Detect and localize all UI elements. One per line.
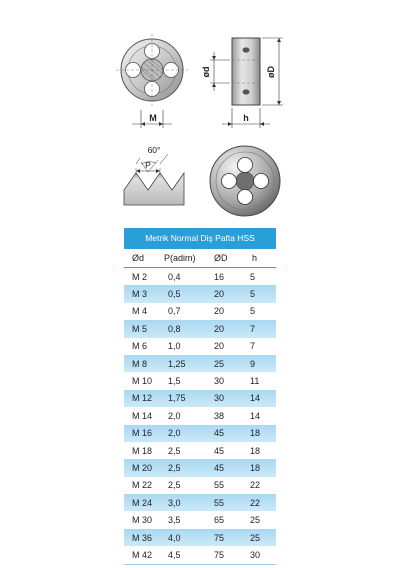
header-cell: h: [248, 249, 276, 268]
table-row: [124, 459, 276, 476]
table-row: [124, 529, 276, 546]
table-cell: 7: [248, 320, 276, 337]
table-cell: 20: [210, 285, 248, 302]
table-cell: M 22: [132, 480, 153, 491]
table-cell: 18: [250, 445, 261, 456]
table-cell: 45: [210, 459, 248, 476]
table-header-row: [124, 249, 276, 268]
table-cell: 55: [210, 494, 248, 511]
table-cell: 0,4: [168, 271, 181, 282]
table-cell: 22: [248, 494, 276, 511]
table-cell: 45: [210, 425, 248, 442]
table-cell: 30: [248, 546, 276, 564]
table-cell: M 8: [124, 355, 162, 372]
table-cell: 18: [248, 459, 276, 476]
table-cell: 14: [250, 410, 261, 421]
table-cell: M 5: [124, 320, 162, 337]
table-cell: 1,75: [162, 390, 210, 407]
table-cell: 75: [210, 546, 248, 564]
table-cell: 2,0: [168, 410, 181, 421]
table-cell: 4,5: [162, 546, 210, 564]
table-cell: 55: [214, 480, 225, 491]
table-cell: 2,5: [162, 459, 210, 476]
table-cell: 20: [214, 341, 225, 352]
table-cell: 16: [214, 271, 225, 282]
table-cell: M 12: [124, 390, 162, 407]
table-row: [124, 477, 276, 494]
table-row: [124, 372, 276, 389]
table-cell: 1,25: [162, 355, 210, 372]
table-cell: M 3: [124, 285, 162, 302]
table-cell: M 36: [124, 529, 162, 546]
table-cell: 0,7: [168, 306, 181, 317]
table-row: [124, 425, 276, 442]
table-cell: M 2: [132, 271, 148, 282]
table-cell: 5: [250, 271, 256, 282]
table-row: [124, 546, 276, 564]
technical-drawings: [0, 0, 400, 230]
table-cell: 30: [214, 376, 225, 387]
table-row: [124, 303, 276, 320]
thread-pitch-label: P: [145, 160, 151, 170]
side-height-label: h: [243, 113, 249, 123]
table-row: [124, 285, 276, 302]
table-cell: 3,0: [162, 494, 210, 511]
table-cell: 30: [210, 390, 248, 407]
table-cell: M 10: [132, 376, 153, 387]
table-cell: 0,8: [162, 320, 210, 337]
spec-table: [124, 248, 276, 565]
table-row: [124, 407, 276, 424]
table-cell: 2,5: [168, 445, 181, 456]
table-row: [124, 268, 276, 286]
table-cell: M 4: [132, 306, 148, 317]
table-cell: M 42: [124, 546, 162, 564]
table-cell: 20: [210, 320, 248, 337]
table-cell: 0,5: [162, 285, 210, 302]
table-cell: 1,0: [168, 341, 181, 352]
table-cell: 3,5: [168, 515, 181, 526]
thread-profile: [124, 154, 184, 205]
table-cell: 2,0: [162, 425, 210, 442]
die-photo: [210, 146, 280, 216]
table-cell: 11: [250, 376, 260, 387]
table-row: [124, 338, 276, 355]
table-body: [124, 268, 276, 565]
table-cell: 5: [248, 285, 276, 302]
table-cell: 20: [214, 306, 225, 317]
table-cell: 14: [248, 390, 276, 407]
table-cell: 25: [248, 529, 276, 546]
table-cell: 18: [248, 425, 276, 442]
table-cell: M 24: [124, 494, 162, 511]
table-cell: 1,5: [168, 376, 181, 387]
table-cell: 75: [210, 529, 248, 546]
header-cell: P(adim): [162, 249, 210, 268]
side-inner-diameter-label: ød: [201, 66, 211, 78]
table-cell: M 14: [132, 410, 153, 421]
table-cell: 45: [214, 445, 225, 456]
table-row: [124, 355, 276, 372]
table-cell: M 6: [132, 341, 148, 352]
table-row: [124, 390, 276, 407]
spec-table-container: [124, 228, 276, 565]
header-cell: ØD: [210, 249, 248, 268]
table-row: [124, 494, 276, 511]
table-title: Metrik Normal Diş Pafta HSS: [124, 228, 276, 248]
table-cell: M 16: [124, 425, 162, 442]
header-cell: Ød: [124, 249, 162, 268]
table-cell: 2,5: [168, 480, 181, 491]
table-row: [124, 511, 276, 528]
table-cell: 4,0: [162, 529, 210, 546]
table-cell: 22: [250, 480, 261, 491]
table-row: [124, 320, 276, 337]
table-cell: M 20: [124, 459, 162, 476]
table-cell: 65: [214, 515, 225, 526]
table-cell: 7: [250, 341, 256, 352]
table-cell: 5: [250, 306, 256, 317]
table-cell: 38: [214, 410, 225, 421]
thread-angle-label: 60°: [147, 145, 161, 155]
side-outer-diameter-label: øD: [266, 66, 276, 78]
table-row: [124, 442, 276, 459]
front-width-label: M: [149, 113, 157, 123]
table-cell: 25: [210, 355, 248, 372]
table-cell: M 30: [132, 515, 153, 526]
table-cell: 25: [250, 515, 261, 526]
table-cell: M 18: [132, 445, 153, 456]
table-cell: 9: [248, 355, 276, 372]
